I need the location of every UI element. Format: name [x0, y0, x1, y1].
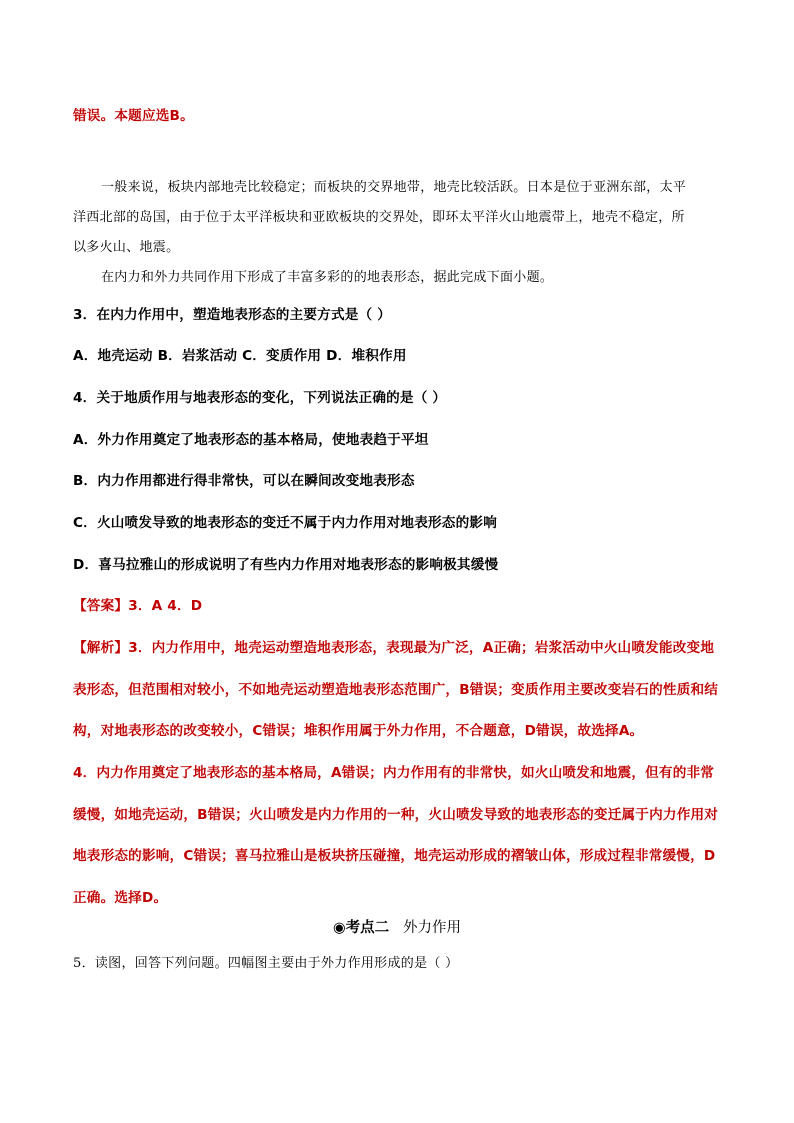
section-title: 外力作用	[402, 920, 461, 936]
answer-text: 3．A 4．D	[128, 598, 203, 614]
analysis-q4-line-4: 正确。选择D。	[73, 890, 168, 906]
analysis-q3-line-2: 表形态，但范围相对较小，不如地壳运动塑造地表形态范围广，B错误；变质作用主要改变岩石的性质和结	[73, 682, 719, 698]
question-4-option-c: C．火山喷发导致的地表形态的变迁不属于内力作用对地表形态的影响	[73, 515, 497, 531]
answer-line	[73, 596, 202, 616]
question-4-option-d: D．喜马拉雅山的形成说明了有些内力作用对地表形态的影响极其缓慢	[73, 557, 499, 573]
question-3-options: A．地壳运动 B．岩浆活动 C．变质作用 D．堆积作用	[73, 348, 407, 364]
question-3-stem: 3．在内力作用中，塑造地表形态的主要方式是（ ）	[73, 307, 392, 323]
question-4-option-a: A．外力作用奠定了地表形态的基本格局，使地表趋于平坦	[73, 432, 429, 448]
analysis-q4-line-3: 地表形态的影响，C错误；喜马拉雅山是板块挤压碰撞，地壳运动形成的褶皱山体，形成过程非常缓慢，D	[73, 848, 716, 864]
passage-line-3: 以多火山、地震。	[73, 240, 180, 255]
analysis-q3-line-3: 构，对地表形态的改变较小，C错误；堆积作用属于外力作用，不合题意，D错误，故选择A。	[73, 723, 644, 739]
analysis-label: 【解析】	[73, 640, 129, 656]
question-4-stem: 4．关于地质作用与地表形态的变化，下列说法正确的是（ ）	[73, 390, 447, 406]
passage-line-2: 洋西北部的岛国，由于位于太平洋板块和亚欧板块的交界处，即环太平洋火山地震带上，地壳不稳定，所	[73, 210, 685, 225]
passage-line-4: 在内力和外力共同作用下形成了丰富多彩的的地表形态，据此完成下面小题。	[101, 270, 554, 285]
analysis-q3-text-1: 3．内力作用中，地壳运动塑造地表形态，表现最为广泛，A正确；岩浆活动中火山喷发能改变地	[128, 640, 715, 656]
section-label: ◉考点二	[333, 920, 390, 936]
analysis-q3-line-1	[73, 638, 714, 658]
passage-line-1: 一般来说，板块内部地壳比较稳定；而板块的交界地带，地壳比较活跃。日本是位于亚洲东部，太平	[101, 180, 687, 195]
question-5-stem: 5．读图，回答下列问题。四幅图主要由于外力作用形成的是（ ）	[73, 956, 459, 971]
answer-tail-line: 错误。本题应选B。	[73, 108, 194, 124]
analysis-q4-line-2: 缓慢，如地壳运动，B错误；火山喷发是内力作用的一种，火山喷发导致的地表形态的变迁属于内力作用对	[73, 807, 719, 823]
analysis-q4-line-1: 4．内力作用奠定了地表形态的基本格局，A错误；内力作用有的非常快，如火山喷发和地震，但有的非常	[73, 765, 715, 781]
question-4-option-b: B．内力作用都进行得非常快，可以在瞬间改变地表形态	[73, 473, 415, 489]
section-heading	[0, 917, 794, 939]
answer-label: 【答案】	[73, 598, 129, 614]
